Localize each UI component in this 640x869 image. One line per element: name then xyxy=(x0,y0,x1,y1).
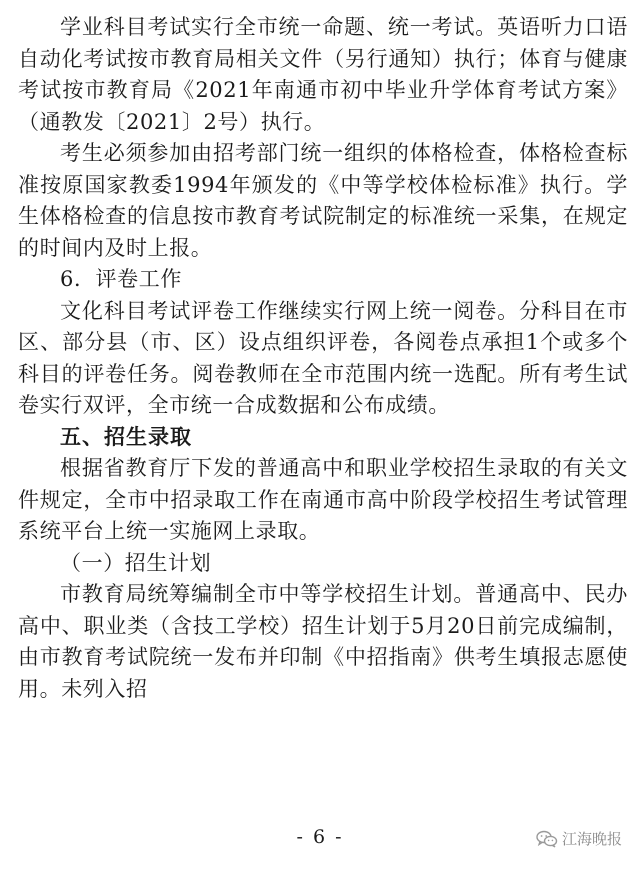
section-heading-enrollment-plan: （一）招生计划 xyxy=(60,550,212,575)
document-body xyxy=(18,12,628,705)
paragraph-grading: 文化科目考试评卷工作继续实行网上统一阅卷。分科目在市区、部分县（市、区）设点组织评卷，各阅卷点承担1个或多个科目的评卷任务。阅卷教师在全市范围内统一选配。所有考生试卷实行双评，全市统一合成数据和公布成绩。 xyxy=(18,298,628,417)
watermark xyxy=(536,828,622,849)
paragraph-admission: 根据省教育厅下发的普通高中和职业学校招生录取的有关文件规定，全市中招录取工作在南通市高中阶段学校招生考试管理系统平台上统一实施网上录取。 xyxy=(18,456,628,543)
paragraph-physical-exam: 考生必须参加由招考部门统一组织的体格检查，体格检查标准按原国家教委1994年颁发的《中等学校体检标准》执行。学生体格检查的信息按市教育考试院制定的标准统一采集，在规定的时间内及时上报。 xyxy=(18,141,628,260)
page-number: - 6 - xyxy=(296,826,344,848)
paragraph-enrollment-plan: 市教育局统筹编制全市中等学校招生计划。普通高中、民办高中、职业类（含技工学校）招生计划于5月20日前完成编制，由市教育考试院统一发布并印制《中招指南》供考生填报志愿使用。未列入招 xyxy=(18,582,628,701)
paragraph-exam-unified: 学业科目考试实行全市统一命题、统一考试。英语听力口语自动化考试按市教育局相关文件（另行通知）执行；体育与健康考试按市教育局《2021年南通市初中毕业升学体育考试方案》（通教发〔2021〕2号）执行。 xyxy=(18,15,628,134)
watermark-text: 江海晚报 xyxy=(561,830,622,848)
chapter-heading-admission: 五、招生录取 xyxy=(60,424,192,449)
section-heading-grading: 6．评卷工作 xyxy=(60,267,182,291)
wechat-icon xyxy=(536,830,558,848)
